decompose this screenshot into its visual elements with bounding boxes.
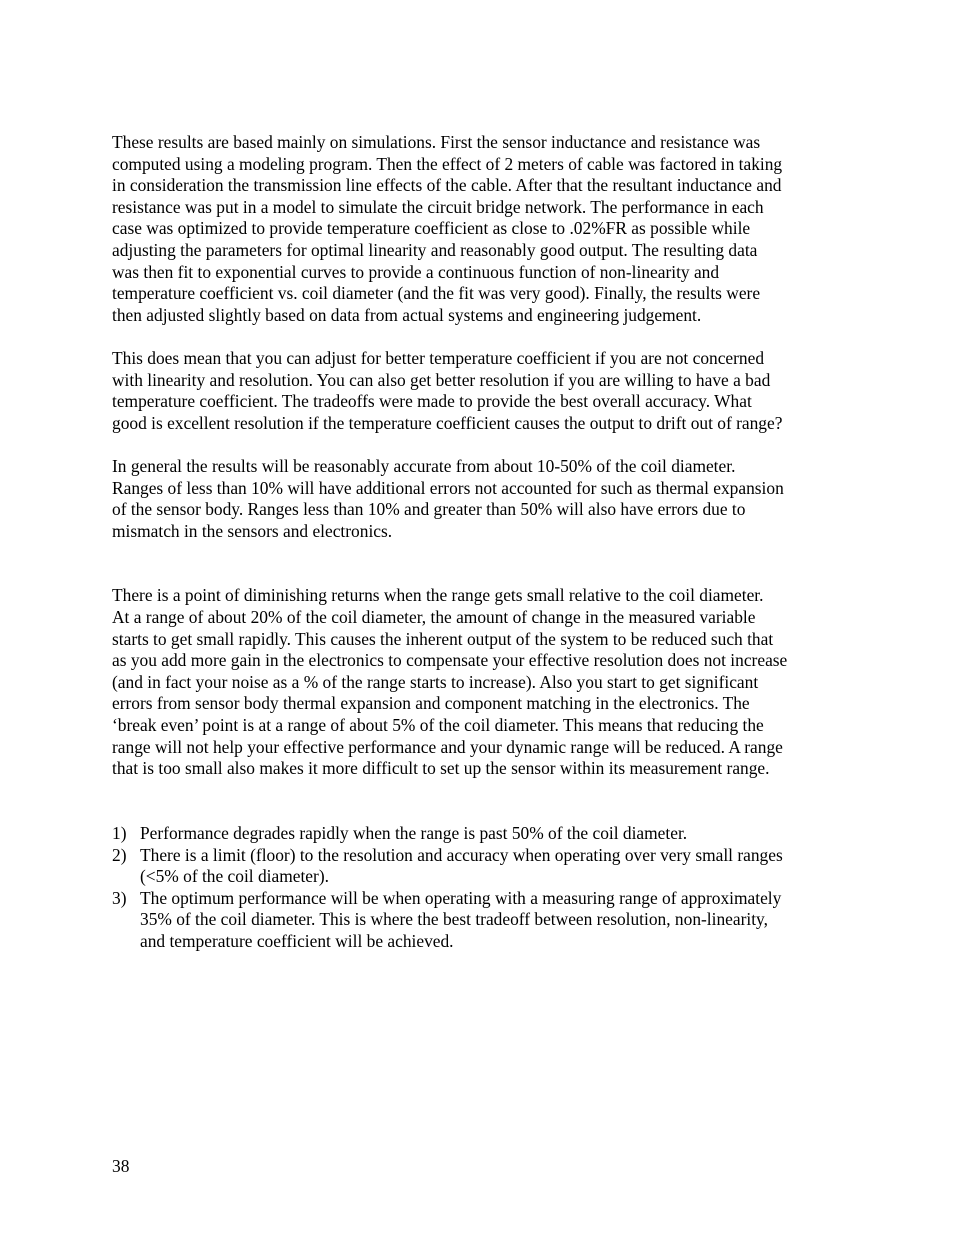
paragraph-gap	[112, 434, 842, 456]
list-item-number: 3)	[112, 887, 127, 908]
paragraph-tradeoffs: This does mean that you can adjust for better temperature coefficient if you are not concerned with linearity and resolution. You can also get better resolution if you are willing to have a bad temperature coefficient. The tradeoffs were made to provide the best overall accuracy. What good is excellent resolution if the temperature coefficient causes the output to drift out of range?	[112, 347, 783, 433]
list-item	[112, 823, 842, 845]
list-item-number: 2)	[112, 844, 127, 865]
list-item-text: There is a limit (floor) to the resolution and accuracy when operating over very small ranges (<5% of the coil diameter).	[140, 844, 783, 887]
list-item	[112, 845, 842, 888]
paragraph-simulation-method: These results are based mainly on simulations. First the sensor inductance and resistance was computed using a modeling program. Then the effect of 2 meters of cable was factored in taking in consideration the transmission line effects of the cable. After that the resultant inductance and resistance was put in a model to simulate the circuit bridge network. The performance in each case was optimized to provide temperature coefficient as close to .02%FR as possible while adjusting the parameters for optimal linearity and reasonably good output. The resulting data was then fit to exponential curves to provide a continuous function of non-linearity and temperature coefficient vs. coil diameter (and the fit was very good). Finally, the results were then adjusted slightly based on data from actual systems and engineering judgement.	[112, 132, 783, 325]
paragraph-gap	[112, 326, 842, 348]
paragraph-gap	[112, 780, 842, 823]
list-item-text: The optimum performance will be when operating with a measuring range of approximately 35% of the coil diameter. This is where the best tradeoff between resolution, non-linearity, and temperature coefficient will be achieved.	[140, 887, 782, 951]
paragraph-diminishing-returns: There is a point of diminishing returns when the range gets small relative to the coil diameter. At a range of about 20% of the coil diameter, the amount of change in the measured variable starts to get small rapidly. This causes the inherent output of the system to be reduced such that as you add more gain in the electronics to compensate your effective resolution does not increase (and in fact your noise as a % of the range starts to increase). Also you start to get significant errors from sensor body thermal expansion and component matching in the electronics. The ‘break even’ point is at a range of about 5% of the coil diameter. This means that reducing the range will not help your effective performance and your dynamic range will be reduced. A range that is too small also makes it more difficult to set up the sensor within its measurement range.	[112, 585, 788, 779]
list-item-text: Performance degrades rapidly when the range is past 50% of the coil diameter.	[140, 823, 688, 843]
list-item	[112, 888, 842, 953]
document-body	[112, 132, 842, 953]
page-number: 38	[112, 1156, 130, 1176]
conclusions-list	[112, 823, 842, 953]
paragraph-gap	[112, 542, 842, 585]
paragraph-accuracy-range: In general the results will be reasonably accurate from about 10-50% of the coil diameter. Ranges of less than 10% will have additional errors not accounted for such as thermal expansion of the sensor body. Ranges less than 10% and greater than 50% will also have errors due to mismatch in the sensors and electronics.	[112, 455, 784, 541]
list-item-number: 1)	[112, 823, 127, 843]
